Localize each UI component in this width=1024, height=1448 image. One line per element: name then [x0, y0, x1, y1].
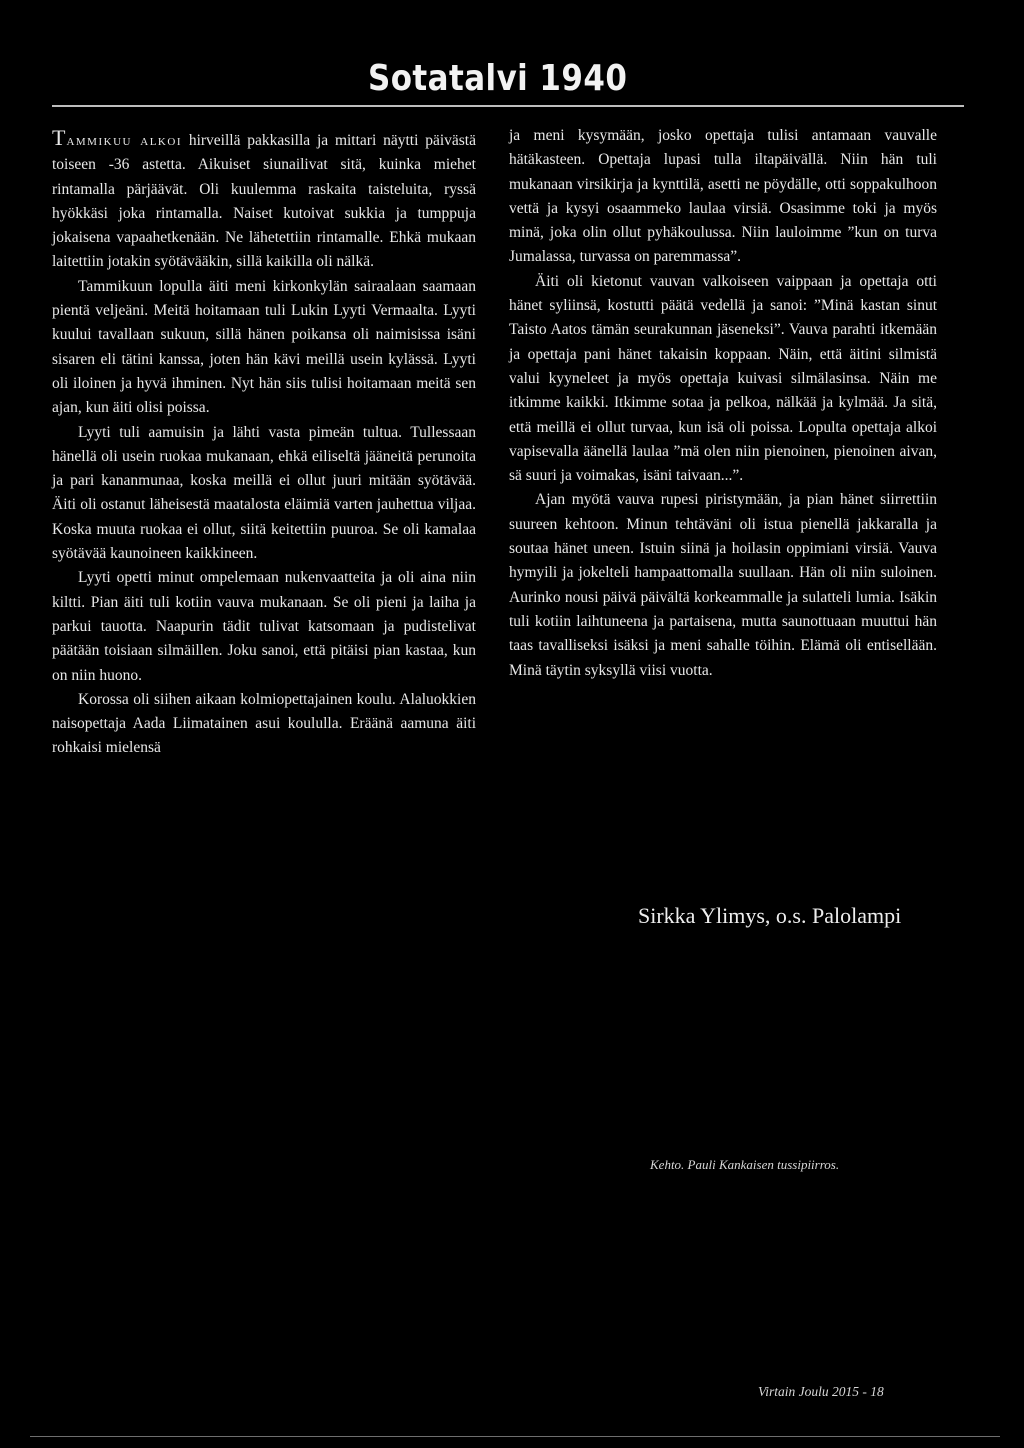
article-paragraph — [52, 126, 476, 275]
article-paragraph: Äiti oli kietonut vauvan valkoiseen vaippaan ja opettaja otti hänet syliinsä, kostutti päätä vedellä ja sanoi: ”Minä kastan sinut Taisto Aatos tämän seurakunnan jäseneksi”. Vauva parahti itkemään ja opettaja pani hänet takaisin koppaan. Näin, että äitini silmistä valui kyyneleet ja myös opettaja kuivasi silmälasinsa. Näin me itkimme kaikki. Itkimme sotaa ja pelkoa, nälkää ja kylmää. Ja sitä, että meillä ei ollut turvaa, kun isä oli poissa. Lopulta opettaja alkoi vapisevalla äänellä laulaa ”mä olen niin pienoinen, pienoinen aivan, sä suuri ja voimakas, isäni taivaan...”. — [509, 272, 937, 485]
article-left-column — [52, 126, 476, 761]
bottom-divider — [30, 1436, 1000, 1437]
article-paragraph: Tammikuun lopulla äiti meni kirkonkylän sairaalaan saamaan pientä veljeäni. Meitä hoitamaan tuli Lukin Lyyti Vermaalta. Lyyti kuului tavallaan sukuun, sillä hänen poikansa oli naimisissa isäni sisaren eli tätini kanssa, joten hän kävi meillä usein kylässä. Lyyti oli iloinen ja hyvä ihminen. Nyt hän siis tulisi hoitamaan meitä sen ajan, kun äiti olisi poissa. — [52, 277, 476, 417]
illustration-caption: Kehto. Pauli Kankaisen tussipiirros. — [650, 1157, 840, 1172]
paragraph-text: hirveillä pakkasilla ja mittari näytti päivästä toiseen -36 astetta. Aikuiset siunailivat sitä, kuinka miehet rintamalla pärjäävät. Oli kuulemma raskaita taisteluita, ryssä hyökkäsi joka rintamalla. Naiset kutoivat sukkia ja tumppuja jokaisena vapaahetkenään. Ne lähetettiin rintamalle. Ehkä mukaan laitettiin jotakin syötävääkin, sillä kaikilla oli nälkä. — [52, 132, 476, 271]
author-signature: Sirkka Ylimys, o.s. Palolampi — [638, 903, 902, 928]
article-paragraph: Lyyti tuli aamuisin ja lähti vasta pimeän tultua. Tullessaan hänellä oli usein ruokaa mukanaan, ehkä eiliseltä jääneitä perunoita ja pari kananmunaa, koska meillä ei ollut juuri mitään syötävää. Äiti oli ostanut läheisestä maatalosta eläimiä varten jauhettua viljaa. Koska muuta ruokaa ei ollut, siitä keitettiin puuroa. Se oli kamalaa syötävää kaunoineen kaikkineen. — [52, 423, 476, 563]
page-title: Sotatalvi 1940 — [368, 58, 628, 99]
page-footer: Virtain Joulu 2015 - 18 — [758, 1384, 884, 1399]
article-paragraph: Lyyti opetti minut ompelemaan nukenvaatteita ja oli aina niin kiltti. Pian äiti tuli kotiin vauva mukanaan. Se oli pieni ja laiha ja parkui tauotta. Naapurin tädit tulivat katsomaan ja pudistelivat päätään toisiaan silmäillen. Joku sanoi, että pitäisi pian kastaa, kun on niin huono. — [52, 569, 476, 684]
header-divider — [52, 105, 964, 107]
article-paragraph: Ajan myötä vauva rupesi piristymään, ja pian hänet siirrettiin suureen kehtoon. Minun tehtäväni oli istua pienellä jakkaralla ja soutaa hänet uneen. Istuin siinä ja hoilasin oppimiani virsiä. Vauva hymyili ja jokelteli hampaattomalla suullaan. Hän oli niin suloinen. Aurinko nousi päivä päivältä korkeammalle ja sulatteli lumia. Isäkin tuli kotiin laihtuneena ja partaisena, mutta saunottuaan muuttui hän taas tavalliseksi isäksi ja meni sahalle töihin. Elämä oli entisellään. Minä täytin syksyllä viisi vuotta. — [509, 491, 937, 679]
article-right-column — [509, 124, 937, 683]
article-paragraph: ja meni kysymään, josko opettaja tulisi antamaan vauvalle hätäkasteen. Opettaja lupasi tulla iltapäivällä. Niin hän tuli mukanaan virsikirja ja kynttilä, asetti ne pöydälle, otti soppakulhoon vettä ja kysyi osaammeko laulaa virsiä. Osasimme toki ja myös minä, joka olin ollut pyhäkoulussa. Niin lauloimme ”kun on turva Jumalassa, turvassa on paremmassa”. — [509, 127, 937, 266]
article-paragraph: Korossa oli siihen aikaan kolmiopettajainen koulu. Alaluokkien naisopettaja Aada Liimatainen asui koululla. Eräänä aamuna äiti rohkaisi mielensä — [52, 690, 476, 757]
lead-in-smallcaps: ammikuu alkoi — [66, 132, 182, 149]
drop-cap: T — [52, 125, 67, 150]
